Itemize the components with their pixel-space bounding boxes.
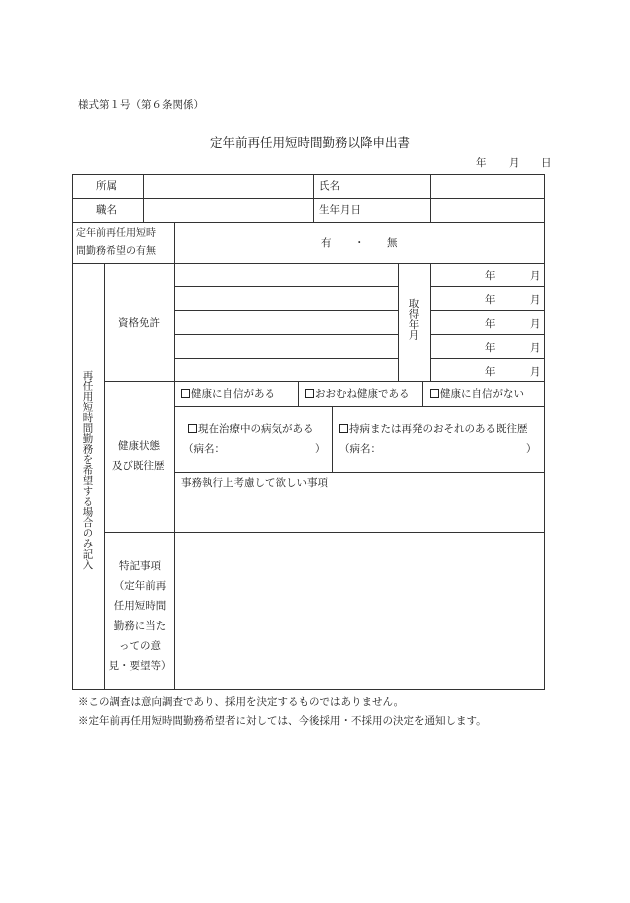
license-field-5[interactable]: [176, 360, 396, 380]
license-month-4: 月: [530, 342, 541, 354]
checkbox-icon[interactable]: [188, 424, 197, 433]
footnote-1: ※この調査は意向調査であり、採用を決定するものではありません。: [78, 696, 405, 708]
checkbox-icon[interactable]: [339, 424, 348, 433]
name-label: 氏名: [319, 180, 340, 192]
wish-label-line1: 定年前再任用短時: [76, 228, 156, 239]
license-year-2: 年: [485, 294, 496, 306]
health-poor-checkbox[interactable]: [430, 389, 524, 400]
notes-line: っての意: [119, 640, 161, 652]
health-fair-label: おおむね健康である: [315, 388, 410, 400]
notes-field[interactable]: [176, 534, 542, 687]
date-month: 月: [509, 157, 520, 169]
license-field-2[interactable]: [176, 288, 396, 309]
license-month-5: 月: [530, 366, 541, 378]
wish-yes-option[interactable]: 有: [321, 237, 332, 249]
name-field[interactable]: [432, 176, 542, 197]
notes-line: 見・要望等）: [108, 660, 172, 672]
consideration-label: 事務執行上考慮して欲しい事項: [181, 477, 328, 489]
footnote-2: ※定年前再任用短時間勤務希望者に対しては、今後採用・不採用の決定を通知します。: [78, 715, 487, 727]
health-poor-label: 健康に自信がない: [440, 388, 524, 400]
chronic-disease-close: ）: [526, 443, 537, 455]
license-field-1[interactable]: [176, 265, 396, 285]
checkbox-icon[interactable]: [305, 389, 314, 398]
page-title: 定年前再任用短時間勤務以降申出書: [210, 135, 411, 150]
treating-disease-open: （病名：: [183, 443, 225, 455]
treating-disease-close: ）: [315, 443, 326, 455]
license-year-3: 年: [485, 318, 496, 330]
chronic-disease-field[interactable]: [385, 441, 523, 457]
wish-separator: ・: [354, 237, 365, 249]
date-year: 年: [476, 157, 487, 169]
license-year-5: 年: [485, 366, 496, 378]
side-label: 再任用短時間勤務を希望する場合のみ記入: [81, 370, 94, 570]
notes-line: 任用短時間: [113, 600, 167, 612]
wish-no-option[interactable]: 無: [387, 237, 398, 249]
checkbox-icon[interactable]: [430, 389, 439, 398]
affiliation-field[interactable]: [145, 176, 311, 197]
license-month-3: 月: [530, 318, 541, 330]
form-number: 様式第１号（第６条関係）: [78, 99, 204, 111]
license-month-2: 月: [530, 294, 541, 306]
position-label: 職名: [96, 204, 117, 216]
checkbox-icon[interactable]: [181, 389, 190, 398]
date-day: 日: [541, 157, 552, 169]
notes-line: （定年前再: [113, 580, 167, 592]
notes-line: 特記事項: [119, 560, 161, 572]
treating-label: 現在治療中の病気がある: [198, 423, 314, 435]
acquired-label: 取得年月: [407, 298, 420, 340]
health-good-checkbox[interactable]: [181, 389, 275, 400]
wish-label-line2: 間勤務希望の有無: [76, 246, 156, 257]
birthdate-field[interactable]: [432, 200, 542, 221]
license-year-4: 年: [485, 342, 496, 354]
affiliation-label: 所属: [96, 180, 117, 192]
license-field-3[interactable]: [176, 312, 396, 333]
health-label-line2: 及び既往歴: [112, 460, 165, 472]
chronic-disease-open: （病名：: [339, 443, 381, 455]
notes-label: [107, 556, 173, 676]
notes-line: 勤務に当た: [113, 620, 167, 632]
position-field[interactable]: [145, 200, 311, 221]
treating-disease-field[interactable]: [230, 441, 312, 457]
license-month-1: 月: [530, 270, 541, 282]
birthdate-label: 生年月日: [319, 204, 361, 216]
license-year-1: 年: [485, 270, 496, 282]
consideration-field[interactable]: [176, 494, 542, 530]
health-label-line1: 健康状態: [118, 440, 160, 452]
license-field-4[interactable]: [176, 336, 396, 357]
health-fair-checkbox[interactable]: [305, 389, 410, 400]
treating-checkbox[interactable]: [188, 424, 314, 435]
chronic-label: 持病または再発のおそれのある既往歴: [349, 423, 528, 435]
health-good-label: 健康に自信がある: [191, 388, 275, 400]
license-label: 資格免許: [118, 317, 160, 329]
chronic-checkbox[interactable]: [339, 424, 528, 435]
